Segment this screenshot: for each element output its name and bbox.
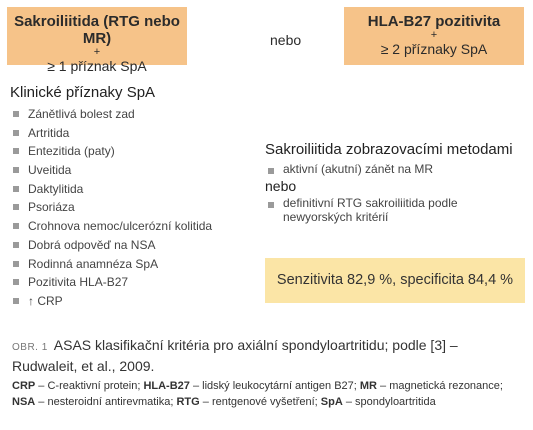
list-item: Daktylitida: [10, 180, 212, 199]
list-item: Entezitida (paty): [10, 142, 212, 161]
criterion-title: Sakroiliitida (RTG nebo MR): [14, 13, 180, 47]
abbreviation-definition: – nesteroidní antirevmatika;: [35, 396, 177, 408]
list-item: Uveitida: [10, 161, 212, 180]
list-item: ↑ CRP: [10, 292, 212, 311]
abbreviation: NSA: [12, 396, 36, 408]
criterion-condition: ≥ 2 příznaky SpA: [380, 41, 488, 57]
abbreviation: RTG: [176, 396, 200, 408]
list-item: aktivní (akutní) zánět na MR: [265, 162, 433, 176]
imaging-list: [265, 162, 433, 176]
list-item: Rodinná anamnéza SpA: [10, 255, 212, 274]
criterion-title: HLA-B27 pozitivita: [367, 13, 501, 30]
clinical-features-heading: Klinické příznaky SpA: [10, 84, 156, 101]
list-item: Crohnova nemoc/ulcerózní kolitida: [10, 217, 212, 236]
abbreviation: SpA: [320, 396, 343, 408]
abbreviations-note: [12, 378, 524, 410]
sensitivity-box: Senzitivita 82,9 %, specificita 84,4 %: [265, 258, 525, 303]
criterion-box-hla-b27: [344, 7, 524, 65]
or-label: nebo: [270, 32, 302, 48]
abbreviation: MR: [359, 380, 377, 392]
list-item: Dobrá odpověď na NSA: [10, 236, 212, 255]
abbreviation-definition: – C-reaktivní protein;: [35, 380, 144, 392]
criterion-condition: ≥ 1 příznak SpA: [47, 58, 147, 74]
caption-text: ASAS klasifikační kritéria pro axiální spondyloartritidu; podle [3] – Rudwaleit, et al., 2009.: [12, 337, 458, 374]
plus-sign: +: [430, 29, 438, 41]
list-item: [265, 196, 458, 224]
list-item: Psoriáza: [10, 198, 212, 217]
or-label: nebo: [265, 178, 297, 194]
list-item: Zánětlivá bolest zad: [10, 105, 212, 124]
abbreviation-definition: – magnetická rezonance;: [377, 380, 503, 392]
abbreviation: HLA-B27: [143, 380, 190, 392]
list-item: Artritida: [10, 124, 212, 143]
imaging-list: [265, 196, 458, 224]
list-item-line: newyorských kritérií: [283, 210, 389, 224]
list-item-line: definitivní RTG sakroiliitida podle: [283, 196, 458, 210]
imaging-heading: Sakroiliitida zobrazovacími metodami: [265, 141, 513, 158]
figure-label: OBR. 1: [12, 342, 48, 353]
figure-caption: [12, 336, 524, 376]
abbreviation-definition: – lidský leukocytární antigen B27;: [189, 380, 360, 392]
abbreviation-definition: – spondyloartritida: [342, 396, 436, 408]
clinical-features-list: [10, 105, 212, 311]
list-item: Pozitivita HLA-B27: [10, 273, 212, 292]
abbreviation: CRP: [12, 380, 36, 392]
abbreviation-definition: – rentgenové vyšetření;: [199, 396, 321, 408]
criterion-box-sacroiliitis: [7, 7, 187, 74]
plus-sign: +: [93, 46, 101, 58]
